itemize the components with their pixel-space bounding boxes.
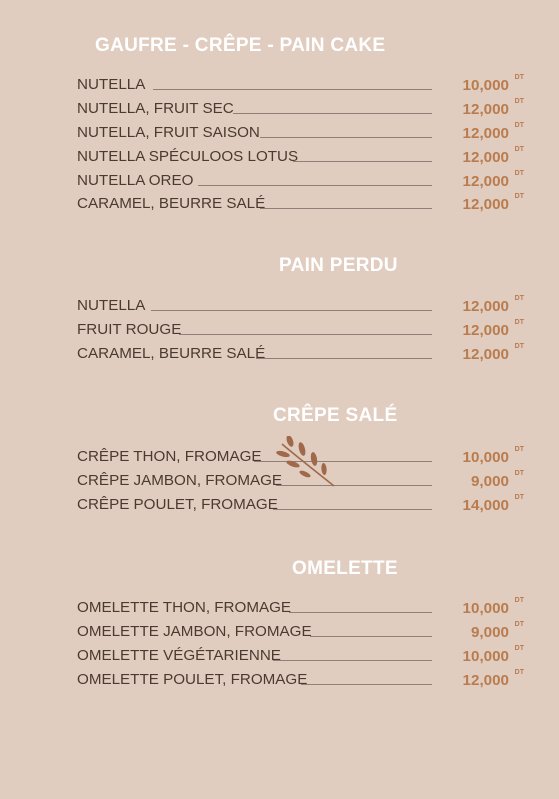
currency-unit: DT xyxy=(514,170,524,177)
menu-item xyxy=(77,496,526,516)
currency-unit: DT xyxy=(514,122,524,129)
dotted-leader xyxy=(153,89,432,90)
dotted-leader xyxy=(301,684,432,685)
menu-item xyxy=(77,671,526,691)
dotted-leader xyxy=(233,113,432,114)
item-name: OMELETTE POULET, FROMAGE xyxy=(77,671,308,688)
menu-item xyxy=(77,124,526,144)
section-title-pain-perdu: PAIN PERDU xyxy=(279,255,398,276)
dotted-leader xyxy=(273,660,432,661)
dotted-leader xyxy=(198,185,432,186)
item-price: 10,000 xyxy=(462,600,509,617)
currency-unit: DT xyxy=(514,146,524,153)
item-price: 14,000 xyxy=(462,497,509,514)
item-name: NUTELLA xyxy=(77,297,146,314)
dotted-leader xyxy=(289,612,432,613)
currency-unit: DT xyxy=(514,470,524,477)
item-name: CRÊPE THON, FROMAGE xyxy=(77,448,262,465)
item-price: 10,000 xyxy=(462,449,509,466)
menu-item xyxy=(77,100,526,120)
currency-unit: DT xyxy=(514,597,524,604)
section-title-omelette: OMELETTE xyxy=(292,558,398,579)
item-price: 12,000 xyxy=(462,149,509,166)
item-name: CRÊPE POULET, FROMAGE xyxy=(77,496,278,513)
item-price: 12,000 xyxy=(462,125,509,142)
item-name: NUTELLA, FRUIT SEC xyxy=(77,100,234,117)
menu-item xyxy=(77,148,526,168)
item-name: OMELETTE VÉGÉTARIENNE xyxy=(77,647,281,664)
dotted-leader xyxy=(151,310,432,311)
item-name: FRUIT ROUGE xyxy=(77,321,182,338)
item-price: 12,000 xyxy=(462,298,509,315)
item-name: CARAMEL, BEURRE SALÉ xyxy=(77,195,266,212)
menu-item xyxy=(77,599,526,619)
currency-unit: DT xyxy=(514,74,524,81)
currency-unit: DT xyxy=(514,446,524,453)
currency-unit: DT xyxy=(514,621,524,628)
currency-unit: DT xyxy=(514,295,524,302)
currency-unit: DT xyxy=(514,494,524,501)
menu-item xyxy=(77,647,526,667)
currency-unit: DT xyxy=(514,645,524,652)
menu-item xyxy=(77,345,526,365)
item-price: 10,000 xyxy=(462,77,509,94)
item-price: 12,000 xyxy=(462,173,509,190)
item-price: 10,000 xyxy=(462,648,509,665)
currency-unit: DT xyxy=(514,319,524,326)
currency-unit: DT xyxy=(514,193,524,200)
item-price: 9,000 xyxy=(470,473,509,490)
menu-item xyxy=(77,623,526,643)
menu-item xyxy=(77,297,526,317)
dotted-leader xyxy=(260,137,432,138)
item-name: CRÊPE JAMBON, FROMAGE xyxy=(77,472,283,489)
currency-unit: DT xyxy=(514,98,524,105)
leaf-icon xyxy=(276,436,338,488)
section-title-gaufre: GAUFRE - CRÊPE - PAIN CAKE xyxy=(95,35,386,56)
dotted-leader xyxy=(260,208,432,209)
dotted-leader xyxy=(293,161,432,162)
item-name: NUTELLA OREO xyxy=(77,172,194,189)
menu-item xyxy=(77,195,526,215)
dotted-leader xyxy=(273,509,432,510)
menu-item xyxy=(77,321,526,341)
item-price: 12,000 xyxy=(462,101,509,118)
item-name: OMELETTE JAMBON, FROMAGE xyxy=(77,623,312,640)
menu-item xyxy=(77,76,526,96)
item-name: NUTELLA SPÉCULOOS LOTUS xyxy=(77,148,299,165)
item-name: NUTELLA, FRUIT SAISON xyxy=(77,124,260,141)
item-price: 9,000 xyxy=(470,624,509,641)
dotted-leader xyxy=(256,358,432,359)
item-price: 12,000 xyxy=(462,322,509,339)
menu-item xyxy=(77,172,526,192)
item-name: OMELETTE THON, FROMAGE xyxy=(77,599,292,616)
dotted-leader xyxy=(179,334,432,335)
dotted-leader xyxy=(310,636,432,637)
item-price: 12,000 xyxy=(462,346,509,363)
item-name: CARAMEL, BEURRE SALÉ xyxy=(77,345,266,362)
currency-unit: DT xyxy=(514,343,524,350)
item-price: 12,000 xyxy=(462,196,509,213)
item-price: 12,000 xyxy=(462,672,509,689)
currency-unit: DT xyxy=(514,669,524,676)
section-title-crepe-sale: CRÊPE SALÉ xyxy=(273,405,398,426)
item-name: NUTELLA xyxy=(77,76,146,93)
